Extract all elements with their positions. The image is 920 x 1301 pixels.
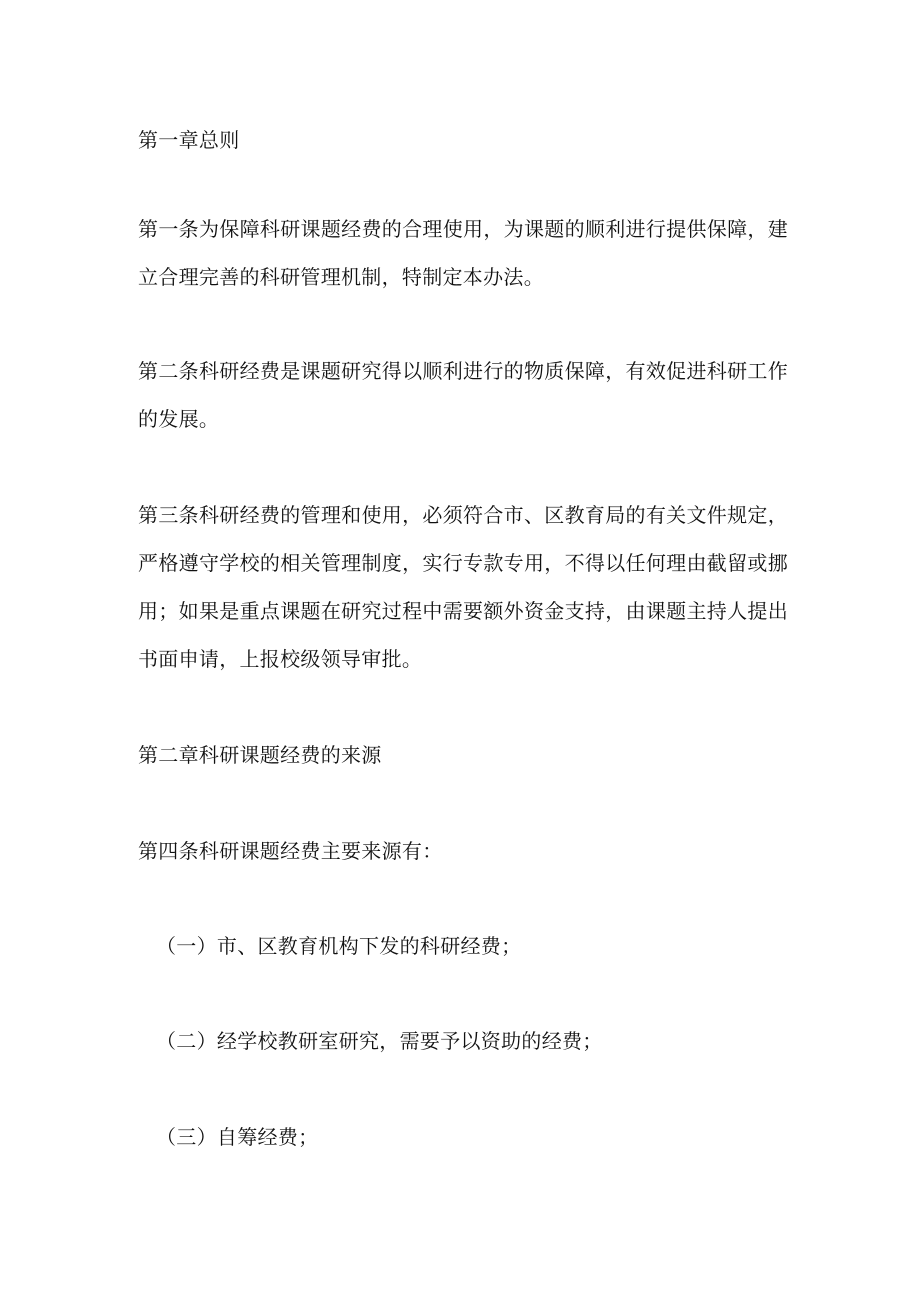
- article-2-paragraph: 第二条科研经费是课题研究得以顺利进行的物质保障，有效促进科研工作的发展。: [138, 359, 788, 431]
- chapter-1-heading: 第一章总则: [138, 128, 240, 152]
- list-item-3: （三）自筹经费；: [156, 1125, 319, 1149]
- article-4-paragraph: 第四条科研课题经费主要来源有：: [138, 839, 443, 863]
- article-1-paragraph: 第一条为保障科研课题经费的合理使用，为课题的顺利进行提供保障，建立合理完善的科研管理机制，特制定本办法。: [138, 217, 788, 289]
- list-item-1: （一）市、区教育机构下发的科研经费；: [156, 934, 522, 958]
- chapter-2-heading: 第二章科研课题经费的来源: [138, 743, 382, 767]
- article-3-paragraph: 第三条科研经费的管理和使用，必须符合市、区教育局的有关文件规定，严格遵守学校的相关管理制度，实行专款专用，不得以任何理由截留或挪用；如果是重点课题在研究过程中需要额外资金支持，由课题主持人提出书面申请，上报校级领导审批。: [138, 503, 788, 671]
- list-item-2: （二）经学校教研室研究，需要予以资助的经费；: [156, 1029, 603, 1053]
